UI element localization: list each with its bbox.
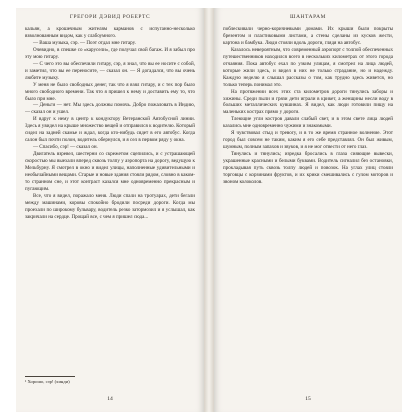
paragraph: — С чего это вы обеспечили гитару, сэр, я знал, что вы ее носите с собой, и заметил, что вы ее переносите, — сказал он. — Я догадался, что вы очень любите музыку. xyxy=(25,60,195,81)
left-page xyxy=(16,8,204,412)
footnote: ¹ Хорошо, сэр! (хинди) xyxy=(25,379,70,384)
book-gutter xyxy=(204,8,214,412)
left-running-header: ГРЕГОРИ ДЭВИД РОБЕРТС xyxy=(69,14,151,20)
paragraph: Я чувствовал стыд и тревогу, и в то же время странное волнение. Этот город был совсем не таким, каким я его себе представлял. Он был живым, шумным, полным запахов и звуков, и я не мог отвести от него глаз. xyxy=(223,130,393,151)
paragraph: — Спасибо, сэр! — сказал он. xyxy=(33,144,98,151)
paragraph: Тянулись и тянулись; изредка бросались в глаза сияющие вывески, украшенные красными и белыми буквами. Водитель сигналил без остановки, прокладывая путь сквозь толпу людей и повозок. На углах улиц стояли торговцы с корзинами фруктов, и их крики смешивались с гулом моторов и звоном колоколов. xyxy=(223,151,393,185)
paragraph: Все, что я видел, поражало меня. Люди спали на тротуарах, дети бегали между машинами, коровы спокойно бродили посреди дороги. Когда мы проехали по широкому бульвару, водитель резко затормозил и я услышал, как закричали на сердце. Прощай все, с чем я пришел сюда... xyxy=(25,192,195,220)
left-page-number: 14 xyxy=(107,396,113,402)
footnote-rule xyxy=(25,376,75,377)
paragraph: кальян, а крошечным жителям карманов с испуганно-несколько взволнованным видом, как у слабоумного. xyxy=(25,26,195,39)
right-page xyxy=(214,8,402,412)
paragraph: На протяжении всех этих ста километров дороги тянулись заборы и хижины. Среди пыли и грязи дети играли в крикет, а женщины несли воду в больших металлических кувшинах. Я видел, как люди готовили пищу на маленьких кострах прямо у дороги. xyxy=(223,88,393,116)
right-page-number: 15 xyxy=(305,396,311,402)
paragraph: Очевидно, в спешке со «карусели», где получал свой багаж. И я забыл про эту мою гитару. xyxy=(25,46,195,60)
paragraph: Казалось невероятным, что современный аэропорт с толпой обеспеченных путешественников находился всего в нескольких километрах от этого города отчаяния. Пока автобус ехал по узким улицам, я смотрел на лица людей, которые жили здесь, и видел в них не только страдание, но и надежду. Каждую неделю я слышал рассказы о том, как трудно здесь живется, но только теперь понимал это. xyxy=(223,46,393,88)
right-running-header: ШАНТАРАМ xyxy=(290,14,326,20)
paragraph: Двигатель взревел, шестерни со скрежетом сцепились, и с устрашающей скоростью мы выехали вперед сквозь толпу у аэропорта на дорогу, ведущую к Мельбурну. Я смотрел в окно и видел улицы, наполненные удивительными и необычайными вещами. Старые и новые здания стояли рядом, словно в каком-то странном сне, и этот контраст казался мне одновременно прекрасным и пугающим. xyxy=(25,151,195,192)
paragraph: — Деньги — нет. Мы здесь должны помочь. Добро пожаловать в Индию, — сказал он и ушел. xyxy=(25,102,195,116)
left-page-body xyxy=(25,26,195,221)
right-page-body xyxy=(223,26,393,186)
paragraph: — Ваша музыка, сэр. — Поэт отдал мне гитару. xyxy=(33,39,136,46)
paragraph: поблескивали черно-коричневыми домами. Их крыши были покрыты брезентом и пластиковыми листами, а стены сделаны из кусков жести, картона и бамбука. Люди стояли вдоль дороги, глядя на автобус. xyxy=(223,26,393,46)
paragraph: И вдруг к нему в центр к кондуктору Ветеранской Автобусной линии. Здесь я увидел на крыше множество вещей и отправился к водителю. Который сидел на задней скамье и ждал, когда кто-нибудь сядет в его автобус. Когда салон был почти полон, водитель обернулся, и я сел в первом ряду у окна. xyxy=(25,116,195,144)
paragraph: У меня не было свободных денег, так что я взял гитару, и с тех пор было много свободного времени. Так что я пришел к нему и доставить ему то, что было при мне. xyxy=(25,81,195,102)
paragraph: Тлеющие угли костров давали слабый свет, и в этом свете лица людей казались мне одновременно чужими и знакомыми. xyxy=(223,116,393,130)
